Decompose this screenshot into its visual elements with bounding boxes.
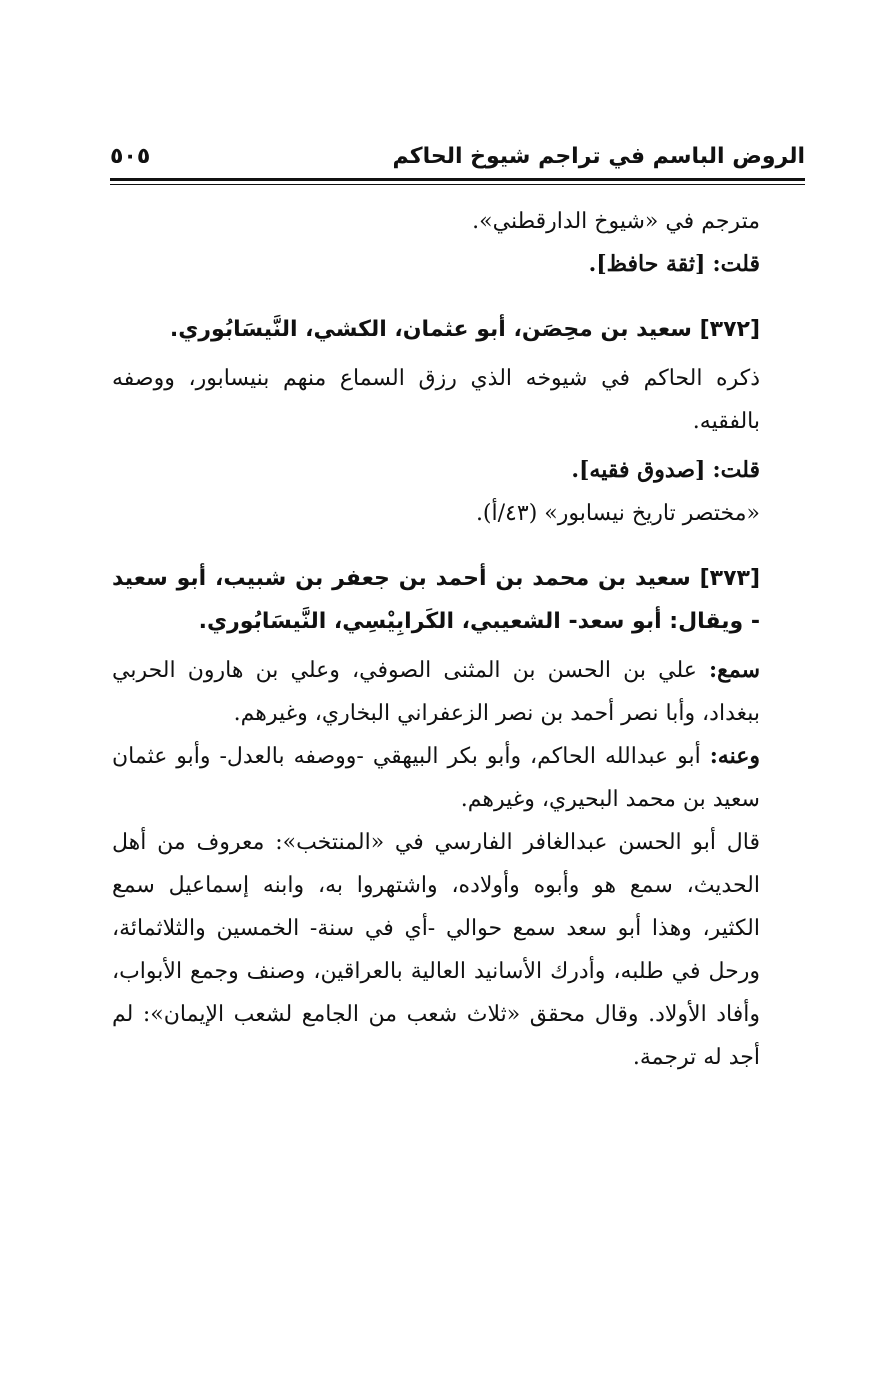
verdict-label: قلت: — [712, 251, 760, 277]
students-label: وعنه: — [709, 743, 760, 769]
header-rule-thin — [110, 184, 805, 185]
teachers-text: علي بن الحسن بن المثنى الصوفي، وعلي بن هارون الحربي ببغداد، وأبا نصر أحمد بن نصر الزعفراني البخاري، وغيرهم. — [112, 658, 760, 726]
header-rule-thick — [110, 178, 805, 181]
paragraph-reference: مترجم في «شيوخ الدارقطني». — [472, 209, 760, 234]
paragraph-quote: قال أبو الحسن عبدالغافر الفارسي في «المنتخب»: معروف من أهل الحديث، سمع هو وأبوه وأولاده، واشتهروا به، وابنه إسماعيل سمع الكثير، وهذا أبو سعد سمع حوالي -أي في سنة- الخمسين والثلاثمائة، ورحل في طلبه، وأدرك الأسانيد العالية بالعراقين، وصنف وجمع الأبواب، وأفاد الأولاد. وقال محقق «ثلاث شعب من الجامع لشعب الإيمان»: لم أجد له ترجمة. — [112, 830, 760, 1070]
entry-heading-373: [٣٧٣] سعيد بن محمد بن أحمد بن جعفر بن شبيب، أبو سعيد - ويقال: أبو سعد- الشعيبي، الكَرابِيْسِي، النَّيسَابُوري. — [112, 566, 760, 634]
paragraph-description: ذكره الحاكم في شيوخه الذي رزق السماع منهم بنيسابور، ووصفه بالفقيه. — [112, 366, 760, 434]
page-number: ٥٠٥ — [110, 144, 151, 169]
verdict-text: [صدوق فقيه]. — [571, 457, 706, 483]
page-body — [112, 200, 804, 1079]
running-title: الروض الباسم في تراجم شيوخ الحاكم — [392, 144, 805, 169]
teachers-label: سمع: — [709, 657, 760, 683]
paragraph-verdict — [112, 243, 804, 286]
verdict-text: [ثقة حافظ]. — [588, 251, 706, 277]
students-text: أبو عبدالله الحاكم، وأبو بكر البيهقي -ووصفه بالعدل- وأبو عثمان سعيد بن محمد البحيري، وغيرهم. — [112, 744, 760, 812]
verdict-label: قلت: — [712, 457, 760, 483]
paragraph-verdict — [112, 449, 804, 492]
paragraph-source: «مختصر تاريخ نيسابور» (٤٣/أ). — [475, 501, 760, 526]
paragraph-students — [112, 735, 804, 821]
entry-heading-372: [٣٧٢] سعيد بن محِصَن، أبو عثمان، الكشي، النَّيسَابُوري. — [169, 317, 760, 342]
running-header — [110, 142, 805, 176]
paragraph-teachers — [112, 649, 804, 735]
